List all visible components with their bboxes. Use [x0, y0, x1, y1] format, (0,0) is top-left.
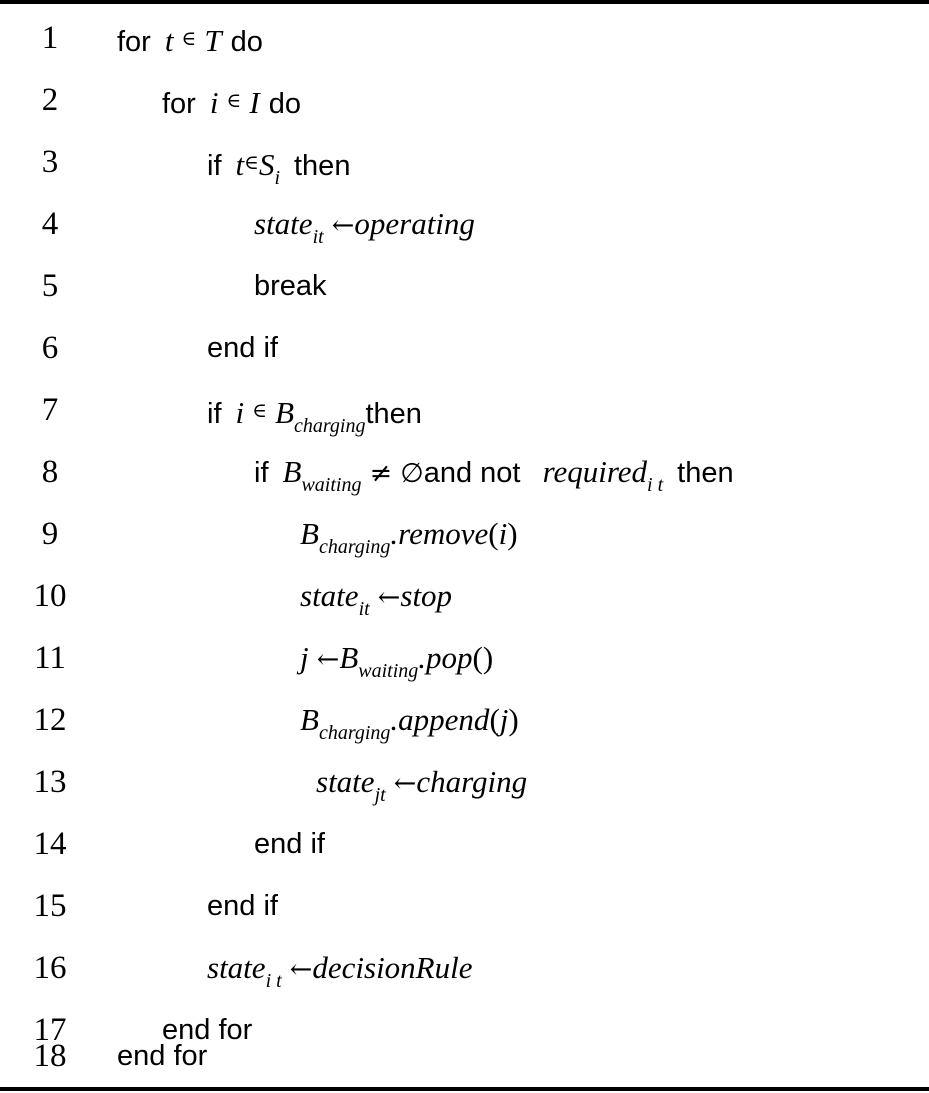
keyword-end-for: end for	[117, 1040, 208, 1072]
not-equal-symbol: ≠	[369, 458, 393, 489]
left-arrow-symbol: ←	[393, 768, 417, 799]
line-number: 5	[41, 268, 59, 304]
keyword-for: for	[117, 26, 151, 58]
keyword-end-for: end for	[162, 1014, 253, 1046]
subscript-it: i t	[265, 970, 282, 992]
algorithm-line-1	[0, 10, 929, 70]
line-code	[207, 948, 473, 990]
math-var-B: B	[300, 516, 319, 551]
paren-open: (	[489, 702, 500, 737]
math-var-i: i	[209, 85, 219, 120]
element-of-symbol: ∈	[244, 150, 259, 174]
subscript-waiting: waiting	[301, 474, 362, 496]
left-arrow-symbol: ←	[377, 582, 401, 613]
math-var-B: B	[339, 640, 359, 675]
math-var-i: i	[235, 395, 245, 430]
keyword-if: if	[207, 150, 222, 182]
paren-close: )	[507, 516, 518, 551]
math-var-j: j	[499, 702, 509, 737]
math-var-B: B	[282, 454, 302, 489]
line-number: 9	[41, 516, 59, 552]
top-rule	[0, 0, 929, 4]
element-of-symbol: ∈	[252, 398, 267, 422]
paren-close: )	[508, 702, 519, 737]
keyword-for: for	[162, 88, 196, 120]
subscript-it: it	[312, 226, 324, 248]
line-code	[300, 576, 452, 618]
algorithm-line-6	[0, 320, 929, 380]
algorithm-line-13	[0, 754, 929, 814]
algorithm-line-8	[0, 444, 929, 504]
algorithm-line-3	[0, 134, 929, 194]
method-pop: .pop	[418, 640, 473, 675]
line-code	[300, 638, 493, 680]
bottom-rule	[0, 1087, 929, 1091]
subscript-charging: charging	[318, 536, 391, 558]
algorithm-line-7	[0, 382, 929, 442]
math-var-t: t	[164, 23, 174, 58]
keyword-if: if	[207, 398, 222, 430]
line-code	[254, 266, 327, 306]
math-value-stop: stop	[400, 578, 453, 613]
algorithm-line-11	[0, 630, 929, 690]
subscript-it: i t	[647, 474, 664, 496]
line-number: 6	[41, 330, 59, 366]
math-var-B: B	[300, 702, 319, 737]
line-number: 13	[33, 764, 67, 800]
algorithm-line-2	[0, 72, 929, 132]
algorithm-line-4	[0, 196, 929, 256]
algorithm-line-12	[0, 692, 929, 752]
left-arrow-symbol: ←	[289, 954, 313, 985]
method-append: .append	[390, 702, 490, 737]
math-var-state: state	[254, 206, 313, 241]
line-number: 14	[33, 826, 67, 862]
left-arrow-symbol: ←	[331, 210, 355, 241]
line-number: 8	[41, 454, 59, 490]
line-number: 3	[41, 144, 59, 180]
line-number: 12	[33, 702, 67, 738]
algorithm-line-5	[0, 258, 929, 318]
element-of-symbol: ∈	[226, 88, 242, 112]
line-code	[207, 328, 278, 368]
line-number: 16	[33, 950, 67, 986]
line-code	[117, 18, 263, 62]
subscript-jt: jt	[374, 784, 386, 806]
line-code	[254, 204, 475, 246]
line-code	[207, 886, 278, 926]
keyword-then: then	[365, 398, 422, 430]
algorithm-line-16	[0, 940, 929, 1000]
line-code	[162, 80, 301, 124]
algorithm-line-18	[0, 1028, 929, 1088]
math-var-I: I	[249, 85, 260, 120]
line-number: 17	[33, 1012, 67, 1048]
keyword-end-if: end if	[207, 332, 278, 364]
math-var-state: state	[316, 764, 375, 799]
keyword-do: do	[230, 26, 263, 58]
algorithm-line-15	[0, 878, 929, 938]
left-arrow-symbol: ←	[316, 644, 340, 675]
line-code	[207, 390, 422, 437]
line-number: 2	[41, 82, 59, 118]
math-var-S: S	[258, 147, 275, 182]
parens: ()	[472, 640, 494, 675]
line-number: 18	[33, 1038, 67, 1074]
line-code	[254, 452, 734, 494]
algorithm-line-9	[0, 506, 929, 566]
math-value-decision-rule: decisionRule	[312, 950, 473, 985]
algorithm-line-10	[0, 568, 929, 628]
element-of-symbol: ∈	[181, 26, 197, 50]
math-var-T: T	[204, 23, 222, 58]
line-code	[316, 762, 527, 804]
math-var-j: j	[300, 640, 309, 675]
keyword-and-not: and not	[423, 457, 521, 489]
keyword-if: if	[254, 457, 269, 489]
line-code	[254, 824, 325, 864]
keyword-end-if: end if	[207, 890, 278, 922]
line-number: 15	[33, 888, 67, 924]
math-value-charging: charging	[416, 764, 528, 799]
method-remove: .remove	[390, 516, 489, 551]
line-code	[300, 514, 518, 558]
keyword-then: then	[677, 457, 734, 489]
line-number: 1	[41, 20, 59, 56]
line-number: 7	[41, 392, 59, 428]
line-code	[117, 1036, 207, 1076]
math-var-state: state	[207, 950, 266, 985]
algorithm-line-14	[0, 816, 929, 876]
subscript-i: i	[274, 167, 280, 189]
keyword-end-if: end if	[254, 828, 325, 860]
keyword-break: break	[254, 270, 327, 302]
math-var-state: state	[300, 578, 359, 613]
line-code	[300, 700, 519, 744]
math-var-i: i	[498, 516, 508, 551]
math-var-required: required	[542, 454, 648, 489]
keyword-do: do	[268, 88, 301, 120]
math-value-operating: operating	[354, 206, 475, 241]
line-number: 4	[41, 206, 59, 242]
subscript-charging: charging	[318, 722, 391, 744]
empty-set-symbol: ∅	[400, 458, 424, 489]
subscript-waiting: waiting	[358, 660, 419, 682]
subscript-it: it	[358, 598, 370, 620]
math-var-t: t	[235, 147, 245, 182]
line-code	[207, 142, 351, 189]
keyword-then: then	[294, 150, 351, 182]
line-number: 11	[34, 640, 66, 676]
line-number: 10	[33, 578, 67, 614]
subscript-charging: charging	[294, 415, 366, 437]
paren-open: (	[488, 516, 499, 551]
math-var-B: B	[275, 395, 294, 430]
